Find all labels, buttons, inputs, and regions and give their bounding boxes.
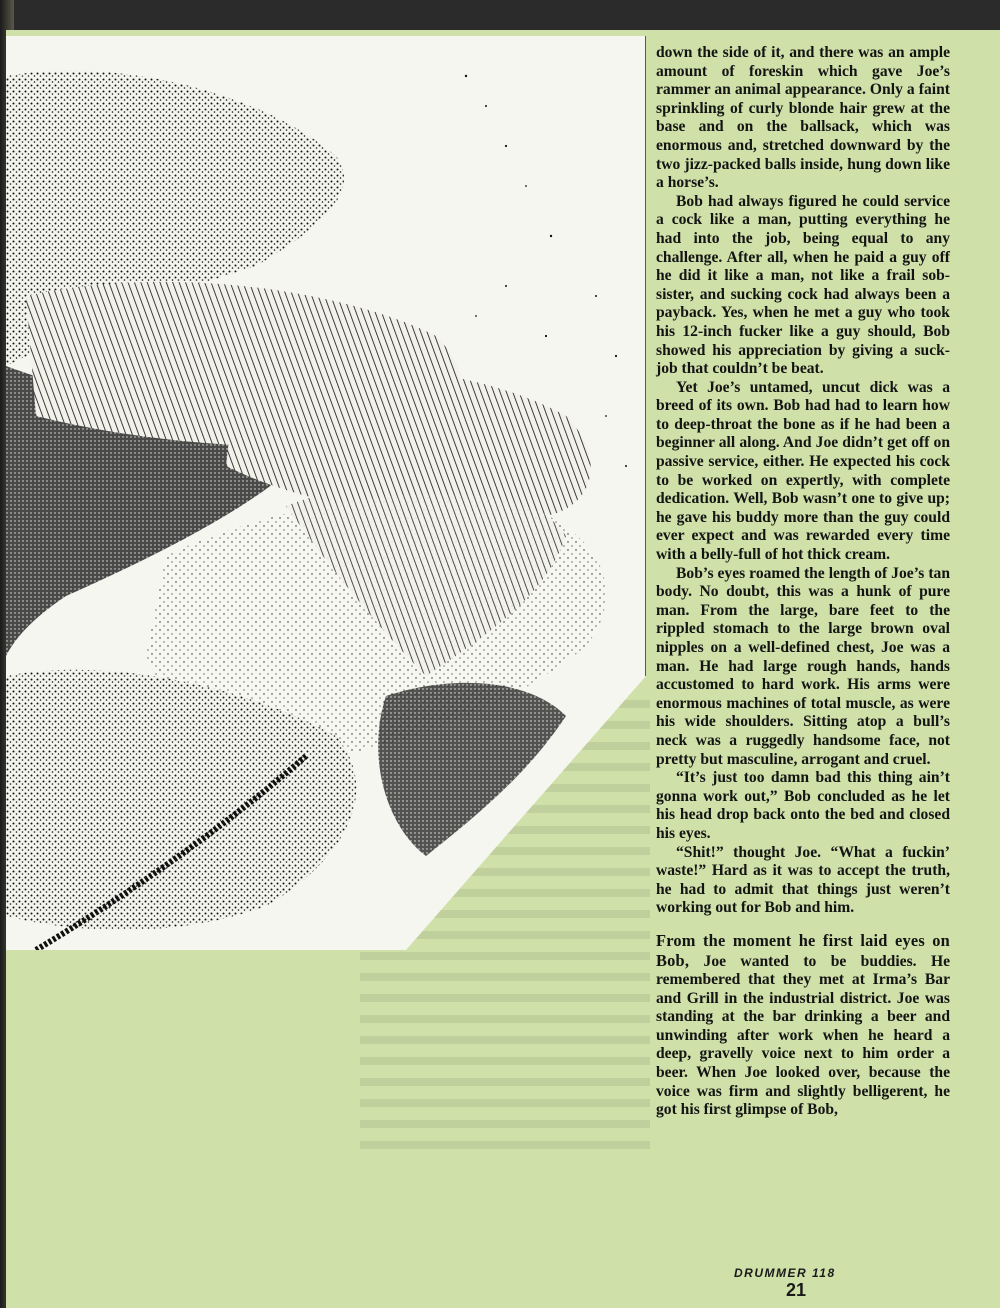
paragraph-2: Bob had always figured he could service a cock like a man, putting everything he had into the job, being equal to any challenge. After all, when he paid a guy off he did it like a man, not like a frail sob-sister, and sucking cock had always been a payback. Yes, when he met a guy who took his 12-inch fucker like a guy should, Bob showed his appreciation by giving a suck-job that couldn’t be beat.: [656, 192, 950, 378]
paragraph-3: Yet Joe’s untamed, uncut dick was a breed of its own. Bob had had to learn how to deep-throat the bone as if he had been a beginner all along. And Joe didn’t get off on passive service, either. He expected his cock to be worked on expertly, with complete dedication. Well, Bob wasn’t one to give up; he gave his buddy more than the guy could ever expect and was rewarded every time with a belly-full of hot thick cream.: [656, 378, 950, 564]
page-number: 21: [786, 1280, 807, 1300]
section-paragraph: [656, 932, 950, 1120]
paragraph-1: down the side of it, and there was an ample amount of foreskin which gave Joe’s rammer an animal appearance. Only a faint sprinkling of curly blonde hair grew at the base and on the ballsack, which was enormous and, stretched downward by the two jizz-packed balls inside, hung down like a horse’s.: [656, 44, 950, 192]
article-column: [656, 44, 950, 1120]
paragraph-6: “Shit!” thought Joe. “What a fuckin’ waste!” Hard as it was to accept the truth, he had to admit that things just weren’t working out for Bob and him.: [656, 843, 950, 917]
magazine-footer: DRUMMER 118: [734, 1266, 836, 1280]
lead-in-text: From the moment he first laid eyes on Bob,: [656, 930, 950, 970]
section-paragraph-text: Joe wanted to be buddies. He remembered that they met at Irma’s Bar and Grill in the industrial district. Joe was standing at the bar drinking a beer and unwinding after work when he heard a deep, gravelly voice next to him order a beer. When Joe looked over, because the voice was firm and slightly belligerent, he got his first glimpse of Bob,: [656, 952, 950, 1119]
paragraph-4: Bob’s eyes roamed the length of Joe’s tan body. No doubt, this was a hunk of pure man. From the large, bare feet to the rippled stomach to the large brown oval nipples on a well-defined chest, Joe was a man. He had large rough hands, hands accustomed to hard work. His arms were enormous machines of total muscle, as were his wide shoulders. Sitting atop a bull’s neck was a ruggedly handsome face, not pretty but masculine, arrogant and cruel.: [656, 564, 950, 768]
stippled-illustration: [6, 36, 646, 950]
paragraph-5: “It’s just too damn bad this thing ain’t gonna work out,” Bob concluded as he let his head drop back onto the bed and closed his eyes.: [656, 769, 950, 842]
